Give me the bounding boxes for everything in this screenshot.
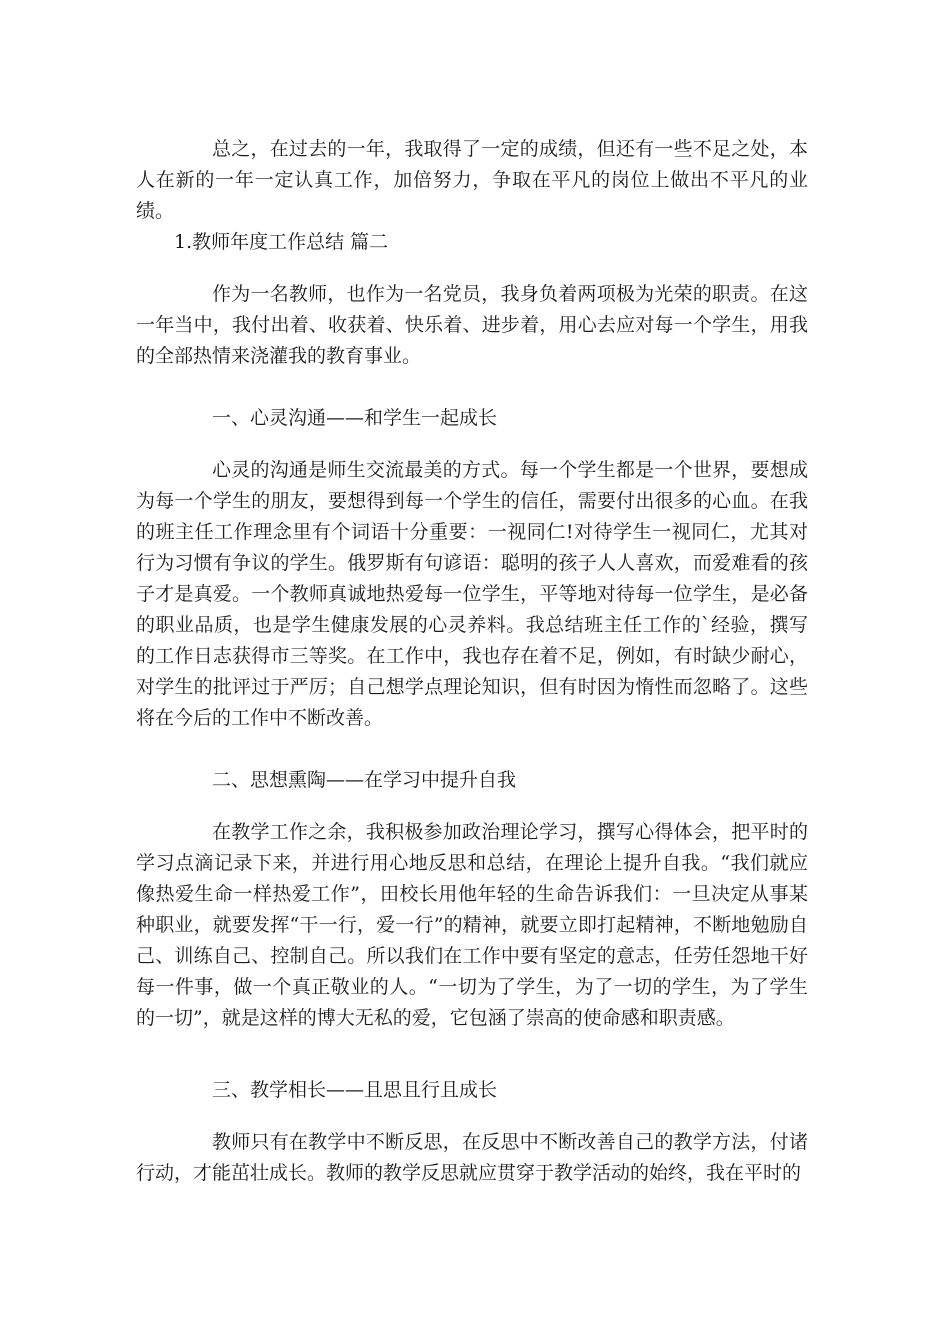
heading-3: 三、教学相长——且思且行且成长 [212,1079,498,1101]
paragraph-3: 教师只有在教学中不断反思，在反思中不断改善自己的教学方法，付诸行动，才能茁壮成长。教师的教学反思就应贯穿于教学活动的始终，我在平时的 [136,1131,808,1184]
paragraph-1: 心灵的沟通是师生交流最美的方式。每一个学生都是一个世界，要想成为每一个学生的朋友，要想得到每一个学生的信任，需要付出很多的心血。在我的班主任工作理念里有个词语十分重要：一视同仁!对待学生一视同仁，尤其对行为习惯有争议的学生。俄罗斯有句谚语：聪明的孩子人人喜欢，而爱难看的孩子才是真爱。一个教师真诚地热爱每一位学生，平等地对待每一位学生，是必备的职业品质，也是学生健康发展的心灵养料。我总结班主任工作的`经验，撰写的工作日志获得市三等奖。在工作中，我也存在着不足，例如，有时缺少耐心，对学生的批评过于严厉；自己想学点理论知识，但有时因为惰性而忽略了。这些将在今后的工作中不断改善。 [136,459,808,729]
heading-2: 二、思想熏陶——在学习中提升自我 [212,769,517,791]
paragraph-2: 在教学工作之余，我积极参加政治理论学习，撰写心得体会，把平时的学习点滴记录下来，并进行用心地反思和总结，在理论上提升自我。“我们就应像热爱生命一样热爱工作”，田校长用他年轻的生命告诉我们：一旦决定从事某种职业，就要发挥“干一行，爱一行”的精神，就要立即打起精神，不断地勉励自己、训练自己、控制自己。所以我们在工作中要有坚定的意志，任劳任怨地干好每一件事，做一个真正敬业的人。“一切为了学生，为了一切的学生，为了学生的一切”，就是这样的博大无私的爱，它包涵了崇高的使命感和职责感。 [136,821,808,1029]
paragraph-conclusion: 总之，在过去的一年，我取得了一定的成绩，但还有一些不足之处，本人在新的一年一定认真工作，加倍努力，争取在平凡的岗位上做出不平凡的业绩。 [136,138,808,222]
section-title: 1.教师年度工作总结 篇二 [174,231,389,253]
paragraph-intro: 作为一名教师，也作为一名党员，我身负着两项极为光荣的职责。在这一年当中，我付出着、收获着、快乐着、进步着，用心去应对每一个学生，用我的全部热情来浇灌我的教育事业。 [136,283,808,367]
heading-1: 一、心灵沟通——和学生一起成长 [212,407,498,429]
